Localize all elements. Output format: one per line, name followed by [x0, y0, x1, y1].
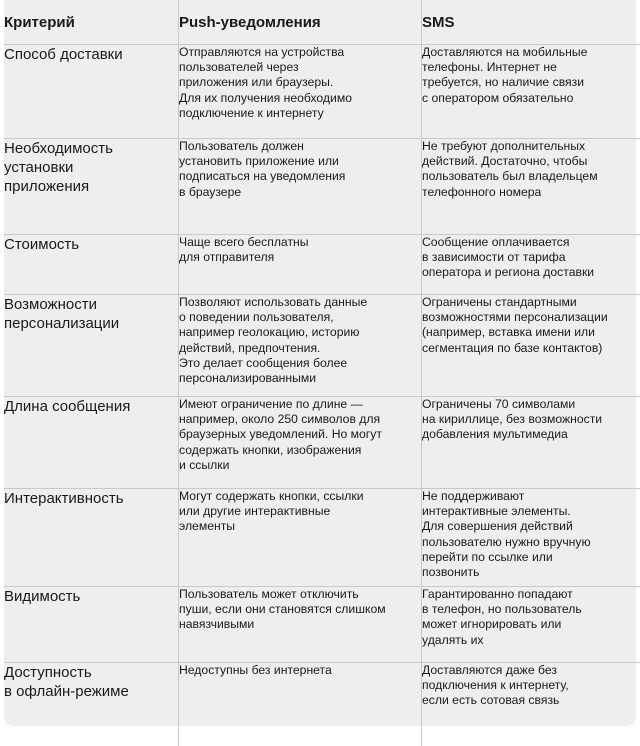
sms-cell-line: на кириллице, без возможности — [422, 412, 640, 427]
sms-cell — [422, 235, 640, 295]
sms-cell-line: оператора и региона доставки — [422, 265, 640, 280]
push-cell-line: Пользователь должен — [179, 139, 421, 154]
push-cell-line: о поведении пользователя, — [179, 310, 421, 325]
sms-cell-line: добавления мультимедиа — [422, 427, 640, 442]
push-cell — [179, 587, 422, 663]
push-cell-line: установить приложение или — [179, 154, 421, 169]
table-row — [4, 295, 640, 397]
push-cell-line: пользователей через — [179, 60, 421, 75]
sms-cell-line: Не поддерживают — [422, 489, 640, 504]
sms-cell — [422, 663, 640, 746]
sms-cell-line: позвонить — [422, 565, 640, 580]
sms-cell-line: может игнорировать или — [422, 617, 640, 632]
push-cell-line: Имеют ограничение по длине — — [179, 397, 421, 412]
push-cell-line: например, около 250 символов для — [179, 412, 421, 427]
push-cell — [179, 235, 422, 295]
header-sms: SMS — [422, 0, 640, 45]
sms-cell-line: интерактивные элементы. — [422, 504, 640, 519]
push-cell-line: браузерных уведомлений. Но могут — [179, 427, 421, 442]
push-cell-line: содержать кнопки, изображения — [179, 443, 421, 458]
sms-cell-line: Сообщение оплачивается — [422, 235, 640, 250]
sms-cell-line: Доставляются на мобильные — [422, 45, 640, 60]
sms-cell-line: телефоны. Интернет не — [422, 60, 640, 75]
push-cell-line: для отправителя — [179, 250, 421, 265]
criterion-cell — [4, 235, 179, 295]
comparison-table — [4, 0, 640, 746]
sms-cell — [422, 45, 640, 139]
push-cell-line: элементы — [179, 519, 421, 534]
push-cell-line: подписаться на уведомления — [179, 169, 421, 184]
sms-cell-line: сегментация по базе контактов) — [422, 341, 640, 356]
criterion-cell-line: персонализации — [4, 314, 178, 333]
criterion-cell-line: Видимость — [4, 587, 178, 606]
push-cell-line: Для их получения необходимо — [179, 91, 421, 106]
push-cell-line: Пользователь может отключить — [179, 587, 421, 602]
sms-cell — [422, 489, 640, 587]
criterion-cell-line: Длина сообщения — [4, 397, 178, 416]
sms-cell-line: Доставляются даже без — [422, 663, 640, 678]
push-cell-line: Отправляются на устройства — [179, 45, 421, 60]
push-cell-line: Это делает сообщения более — [179, 356, 421, 371]
criterion-cell-line: в офлайн-режиме — [4, 682, 178, 701]
push-cell-line: Недоступны без интернета — [179, 663, 421, 678]
push-cell — [179, 397, 422, 489]
criterion-cell — [4, 489, 179, 587]
push-cell-line: приложения или браузеры. — [179, 75, 421, 90]
sms-cell-line: Не требуют дополнительных — [422, 139, 640, 154]
criterion-cell-line: Доступность — [4, 663, 178, 682]
criterion-cell — [4, 45, 179, 139]
table-row — [4, 45, 640, 139]
criterion-cell-line: Интерактивность — [4, 489, 178, 508]
sms-cell-line: Ограничены стандартными — [422, 295, 640, 310]
sms-cell-line: с оператором обязательно — [422, 91, 640, 106]
push-cell — [179, 663, 422, 746]
sms-cell-line: (например, вставка имени или — [422, 325, 640, 340]
table-row — [4, 235, 640, 295]
sms-cell-line: требуется, но наличие связи — [422, 75, 640, 90]
table-row — [4, 489, 640, 587]
criterion-cell-line: приложения — [4, 177, 178, 196]
sms-cell — [422, 587, 640, 663]
table-row — [4, 139, 640, 235]
header-push: Push-уведомления — [179, 0, 422, 45]
sms-cell-line: подключения к интернету, — [422, 678, 640, 693]
table-row — [4, 397, 640, 489]
sms-cell-line: Гарантированно попадают — [422, 587, 640, 602]
criterion-cell-line: Необходимость — [4, 139, 178, 158]
sms-cell — [422, 139, 640, 235]
push-cell-line: подключение к интернету — [179, 106, 421, 121]
criterion-cell — [4, 139, 179, 235]
push-cell — [179, 45, 422, 139]
sms-cell — [422, 397, 640, 489]
criterion-cell-line: Возможности — [4, 295, 178, 314]
sms-cell-line: Для совершения действий — [422, 519, 640, 534]
criterion-cell — [4, 397, 179, 489]
sms-cell-line: удалять их — [422, 633, 640, 648]
push-cell-line: например геолокацию, историю — [179, 325, 421, 340]
sms-cell-line: пользователю нужно вручную — [422, 535, 640, 550]
sms-cell-line: перейти по ссылке или — [422, 550, 640, 565]
sms-cell-line: пользователь был владельцем — [422, 169, 640, 184]
push-cell — [179, 489, 422, 587]
criterion-cell — [4, 587, 179, 663]
push-cell-line: Чаще всего бесплатны — [179, 235, 421, 250]
sms-cell-line: в зависимости от тарифа — [422, 250, 640, 265]
criterion-cell-line: установки — [4, 158, 178, 177]
push-cell-line: Могут содержать кнопки, ссылки — [179, 489, 421, 504]
push-cell — [179, 295, 422, 397]
sms-cell-line: Ограничены 70 символами — [422, 397, 640, 412]
criterion-cell — [4, 295, 179, 397]
push-cell-line: и ссылки — [179, 458, 421, 473]
criterion-cell — [4, 663, 179, 746]
sms-cell-line: если есть сотовая связь — [422, 693, 640, 708]
table-row — [4, 663, 640, 746]
push-cell-line: в браузере — [179, 185, 421, 200]
sms-cell — [422, 295, 640, 397]
criterion-cell-line: Стоимость — [4, 235, 178, 254]
sms-cell-line: телефонного номера — [422, 185, 640, 200]
push-cell-line: Позволяют использовать данные — [179, 295, 421, 310]
push-cell-line: действий, предпочтения. — [179, 341, 421, 356]
sms-cell-line: действий. Достаточно, чтобы — [422, 154, 640, 169]
push-cell — [179, 139, 422, 235]
push-cell-line: персонализированными — [179, 371, 421, 386]
header-row — [4, 0, 640, 45]
push-cell-line: пуши, если они становятся слишком — [179, 602, 421, 617]
criterion-cell-line: Способ доставки — [4, 45, 178, 64]
sms-cell-line: в телефон, но пользователь — [422, 602, 640, 617]
table-row — [4, 587, 640, 663]
push-cell-line: или другие интерактивные — [179, 504, 421, 519]
push-cell-line: навязчивыми — [179, 617, 421, 632]
header-criterion: Критерий — [4, 0, 179, 45]
sms-cell-line: возможностями персонализации — [422, 310, 640, 325]
